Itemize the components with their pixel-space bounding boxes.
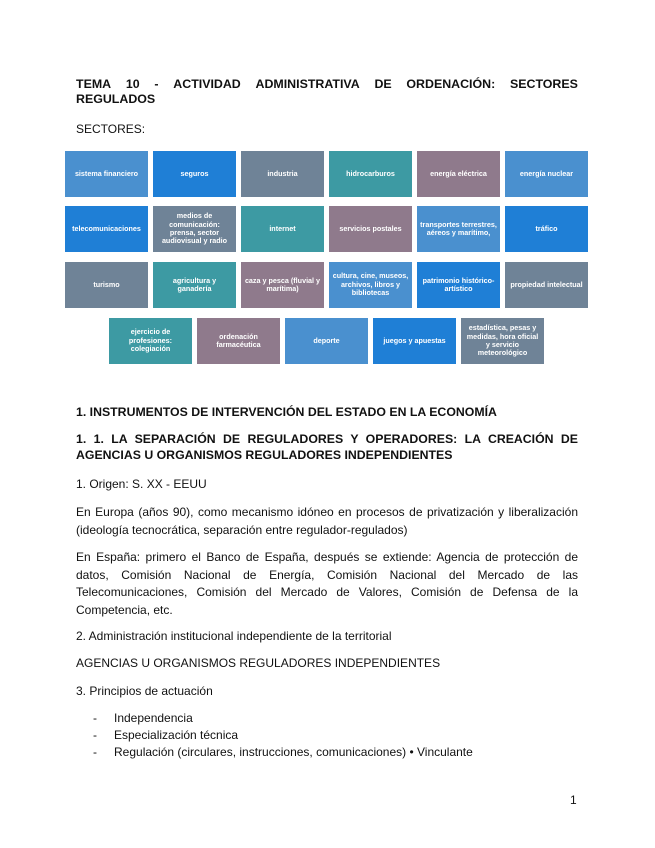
title-word: DE — [374, 77, 392, 91]
document-title — [76, 77, 578, 107]
paragraph-admin: 2. Administración institucional independiente de la territorial — [76, 629, 392, 643]
list-item — [76, 727, 473, 744]
title-word: SECTORES — [509, 77, 578, 91]
sector-box: transportes terrestres, aéreos y marítimo, — [417, 206, 500, 252]
sector-box: turismo — [65, 262, 148, 308]
sector-box: ejercicio de profesiones: colegiación — [109, 318, 192, 364]
title-line-1 — [76, 77, 578, 92]
title-word: - — [154, 77, 159, 91]
sector-box: caza y pesca (fluvial y marítima) — [241, 262, 324, 308]
sector-box: deporte — [285, 318, 368, 364]
sector-box: industria — [241, 151, 324, 197]
paragraph-principios: 3. Principios de actuación — [76, 684, 213, 698]
title-word: TEMA — [76, 77, 112, 91]
list-item-text: Especialización técnica — [114, 728, 239, 742]
sector-box: patrimonio histórico-artístico — [417, 262, 500, 308]
sector-box: estadística, pesas y medidas, hora oficial y servicio meteorológico — [461, 318, 544, 364]
sector-box: energía eléctrica — [417, 151, 500, 197]
sector-box: tráfico — [505, 206, 588, 252]
sector-box: juegos y apuestas — [373, 318, 456, 364]
title-word: ACTIVIDAD — [173, 77, 241, 91]
bullet-dash: - — [93, 745, 97, 759]
sector-box: servicios postales — [329, 206, 412, 252]
bullet-dash: - — [93, 728, 97, 742]
sector-box: telecomunicaciones — [65, 206, 148, 252]
list-item-text: Independencia — [114, 711, 193, 725]
paragraph-europa: En Europa (años 90), como mecanismo idóneo en procesos de privatización y liberalización (ideología tecnocrática, separación entre regulador-regulados) — [76, 505, 578, 537]
list-item-text: Regulación (circulares, instrucciones, comunicaciones) • Vinculante — [114, 745, 473, 759]
paragraph-agencias: AGENCIAS U ORGANISMOS REGULADORES INDEPENDIENTES — [76, 656, 441, 670]
sector-box: agricultura y ganadería — [153, 262, 236, 308]
paragraph-origen: 1. Origen: S. XX - EEUU — [76, 477, 207, 491]
section-heading-1-1: 1. 1. LA SEPARACIÓN DE REGULADORES Y OPERADORES: LA CREACIÓN DE AGENCIAS U ORGANISMOS REGULADORES INDEPENDIENTES — [76, 432, 578, 462]
title-line-2: REGULADOS — [76, 92, 156, 106]
sector-box: seguros — [153, 151, 236, 197]
section-heading-1: 1. INSTRUMENTOS DE INTERVENCIÓN DEL ESTADO EN LA ECONOMÍA — [76, 405, 497, 419]
sector-box: internet — [241, 206, 324, 252]
principles-list — [76, 710, 473, 761]
page-number: 1 — [570, 793, 577, 807]
paragraph-espana: En España: primero el Banco de España, después se extiende: Agencia de protección de datos, Comisión Nacional de Energía, Comisión Nacional del Mercado de las Telecomunicaciones, Comisión del Mercado de Valores, Comisión de Defensa de la Competencia, etc. — [76, 550, 578, 617]
sector-box: energía nuclear — [505, 151, 588, 197]
sector-box: propiedad intelectual — [505, 262, 588, 308]
title-word: 10 — [125, 77, 140, 91]
list-item — [76, 744, 473, 761]
title-word: ORDENACIÓN: — [406, 77, 496, 91]
sectores-label: SECTORES: — [76, 122, 146, 136]
sector-box: ordenación farmacéutica — [197, 318, 280, 364]
sector-box: cultura, cine, museos, archivos, libros y bibliotecas — [329, 262, 412, 308]
bullet-dash: - — [93, 711, 97, 725]
list-item — [76, 710, 473, 727]
title-word: ADMINISTRATIVA — [255, 77, 360, 91]
sector-box: sistema financiero — [65, 151, 148, 197]
sector-box: medios de comunicación: prensa, sector audiovisual y radio — [153, 206, 236, 252]
sector-box: hidrocarburos — [329, 151, 412, 197]
